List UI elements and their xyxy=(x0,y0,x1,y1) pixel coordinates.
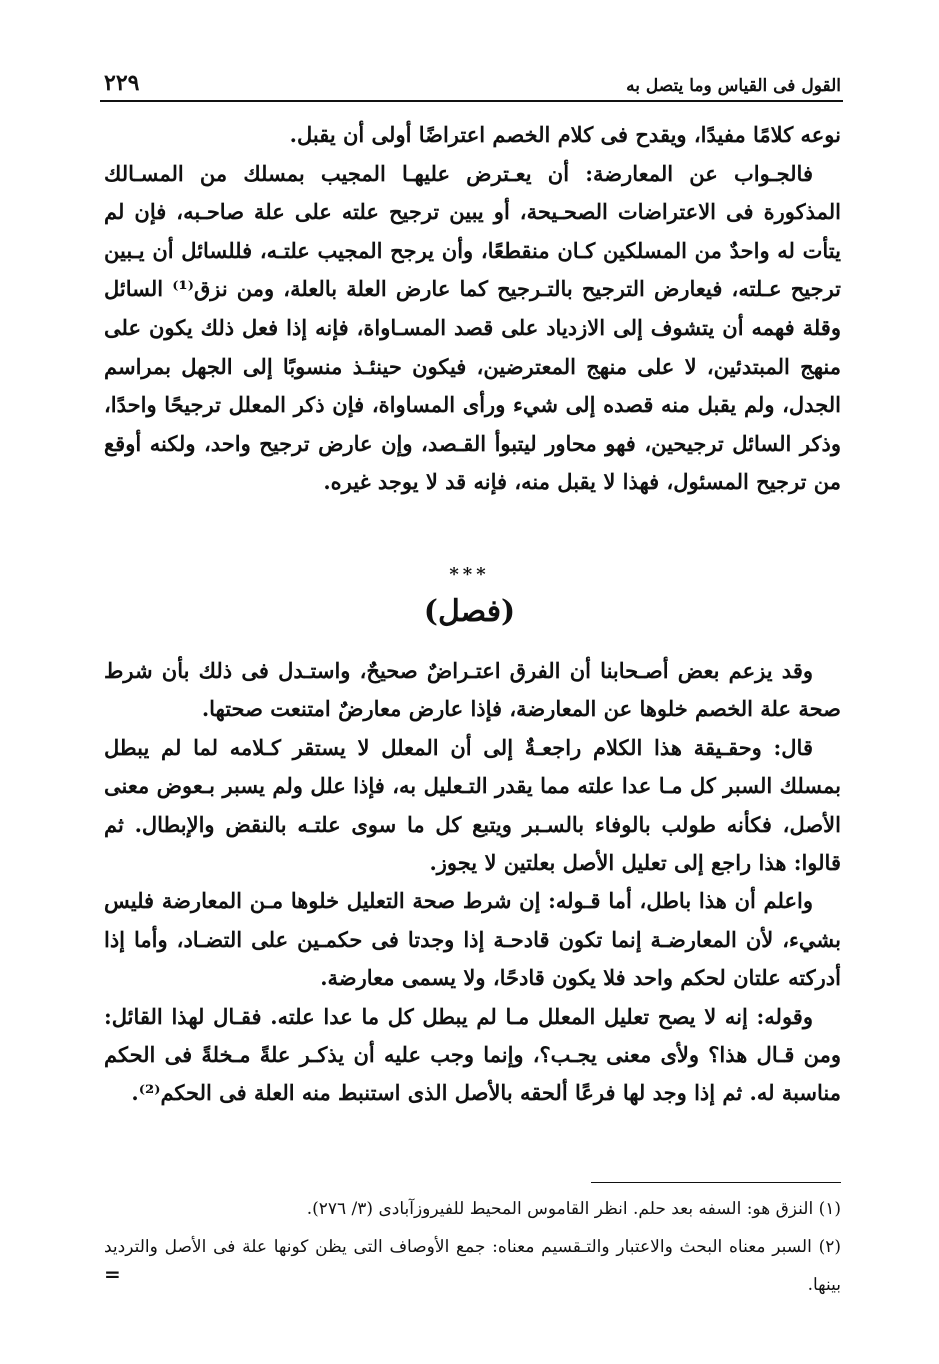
continuation-mark: = xyxy=(104,1262,121,1286)
paragraph: وقوله: إنه لا يصح تعليل المعلل مـا لم يبطل كل ما عدا علته. فقـال لهذا القائل: ومن قـال هذا؟ ولأى معنى يجـب؟، وإنما وجب عليه أن يذكـر علةً مـخلةً فى الحكم مناسبة له. ثم إذا وجد لها فرعًا ألحقه بالأصل الذى استنبط منه العلة فى الحكم⁽²⁾. xyxy=(104,1003,841,1106)
header-rule xyxy=(100,100,843,102)
running-title: القول فى القياس وما يتصل به xyxy=(626,76,841,96)
footnote: (٢) السبر معناه البحث والاعتبار والتـقسيم معناه: جمع الأوصاف التى يظن كونها علة فى الأصل والترديد بينها. xyxy=(104,1237,841,1295)
paragraph: واعلم أن هذا باطل، أما قـوله: إن شرط صحة التعليل خلوها مـن المعارضة فليس بشيء، لأن المعارضـة إنما تكون قادحـة إذا وجدتا فى حكمـين على التضـاد، وأما إذا أدركته علتان لحكم واحد فلا يكون قادحًا، ولا يسمى معارضة. xyxy=(104,888,841,991)
page-number: ٢٢٩ xyxy=(104,70,140,96)
section-title: (فصل) xyxy=(423,594,516,629)
paragraph: قال: وحقـيقة هذا الكلام راجعـةٌ إلى أن المعلل لا يستقر كـلامه لما لم يبطل بمسلك السبر كل مـا عدا علته مما يقدر التـعليل به، فإذا علل ولم يسبر بـعوض معنى الأصل، فكأنه طولب بالوفاء بالسـبر ويتبع كل ما سوى علتـه بالنقض والإبطال. ثم قالوا: هذا راجع إلى تعليل الأصل بعلتين لا يجوز. xyxy=(104,734,841,876)
body-text-bottom xyxy=(104,652,841,1113)
running-head xyxy=(104,66,841,96)
footnotes xyxy=(104,1190,841,1304)
paragraph: وقد يزعم بعض أصـحابنا أن الفرق اعتـراضٌ صحيحٌ، واستـدل فى ذلك بأن شرط صحة علة الخصم خلوها عن المعارضة، فإذا عارض معارضٌ امتنعت صحتها. xyxy=(104,658,841,722)
footnote-rule xyxy=(591,1182,841,1183)
paragraph: نوعه كلامًا مفيدًا، ويقدح فى كلام الخصم اعتراضًا أولى أن يقبل. xyxy=(289,122,841,147)
section-separator: *** xyxy=(449,564,490,585)
paragraph: فالجـواب عن المعارضة: أن يعـترض عليهـا المجيب بمسلك من المسـالك المذكورة فى الاعتراضات الصحـيحة، أو يبين ترجيح علته على علة صاحـبه، فإن لم يتأت له واحدٌ من المسلكين كـان منقطعًا، وأن يرجح المجيب علتـه، فللسائل أن يـبين ترجيح عـلته، فيعارض الترجيح بالتـرجيح كما عارض العلة بالعلة، ومن نزق⁽¹⁾ السائل وقلة فهمه أن يتشوف إلى الازدياد على قصد المسـاواة، فإنه إذا فعل ذلك يكون على منهج المبتدئين، لا على منهج المعترضين، فيكون حينئـذ منسوبًا إلى الجهل بمراسم الجدل، ولم يقبل منه قصده إلى شيء ورأى المساواة، فإن ذكر المعلل ترجيحًا واحدًا، وذكر السائل ترجيحين، فهو محاور ليتبوأ القـصد، وإن عارض ترجيح واحد، ولكنه أوقع من ترجيح المسئول، فهذا لا يقبل منه، فإنه قد لا يوجد غيره. xyxy=(104,160,841,495)
footnote: (١) النزق هو: السفه بعد حلم. انظر القاموس المحيط للفيروزآبادى (٣/ ٢٧٦). xyxy=(306,1199,841,1219)
body-text-top xyxy=(104,116,841,502)
